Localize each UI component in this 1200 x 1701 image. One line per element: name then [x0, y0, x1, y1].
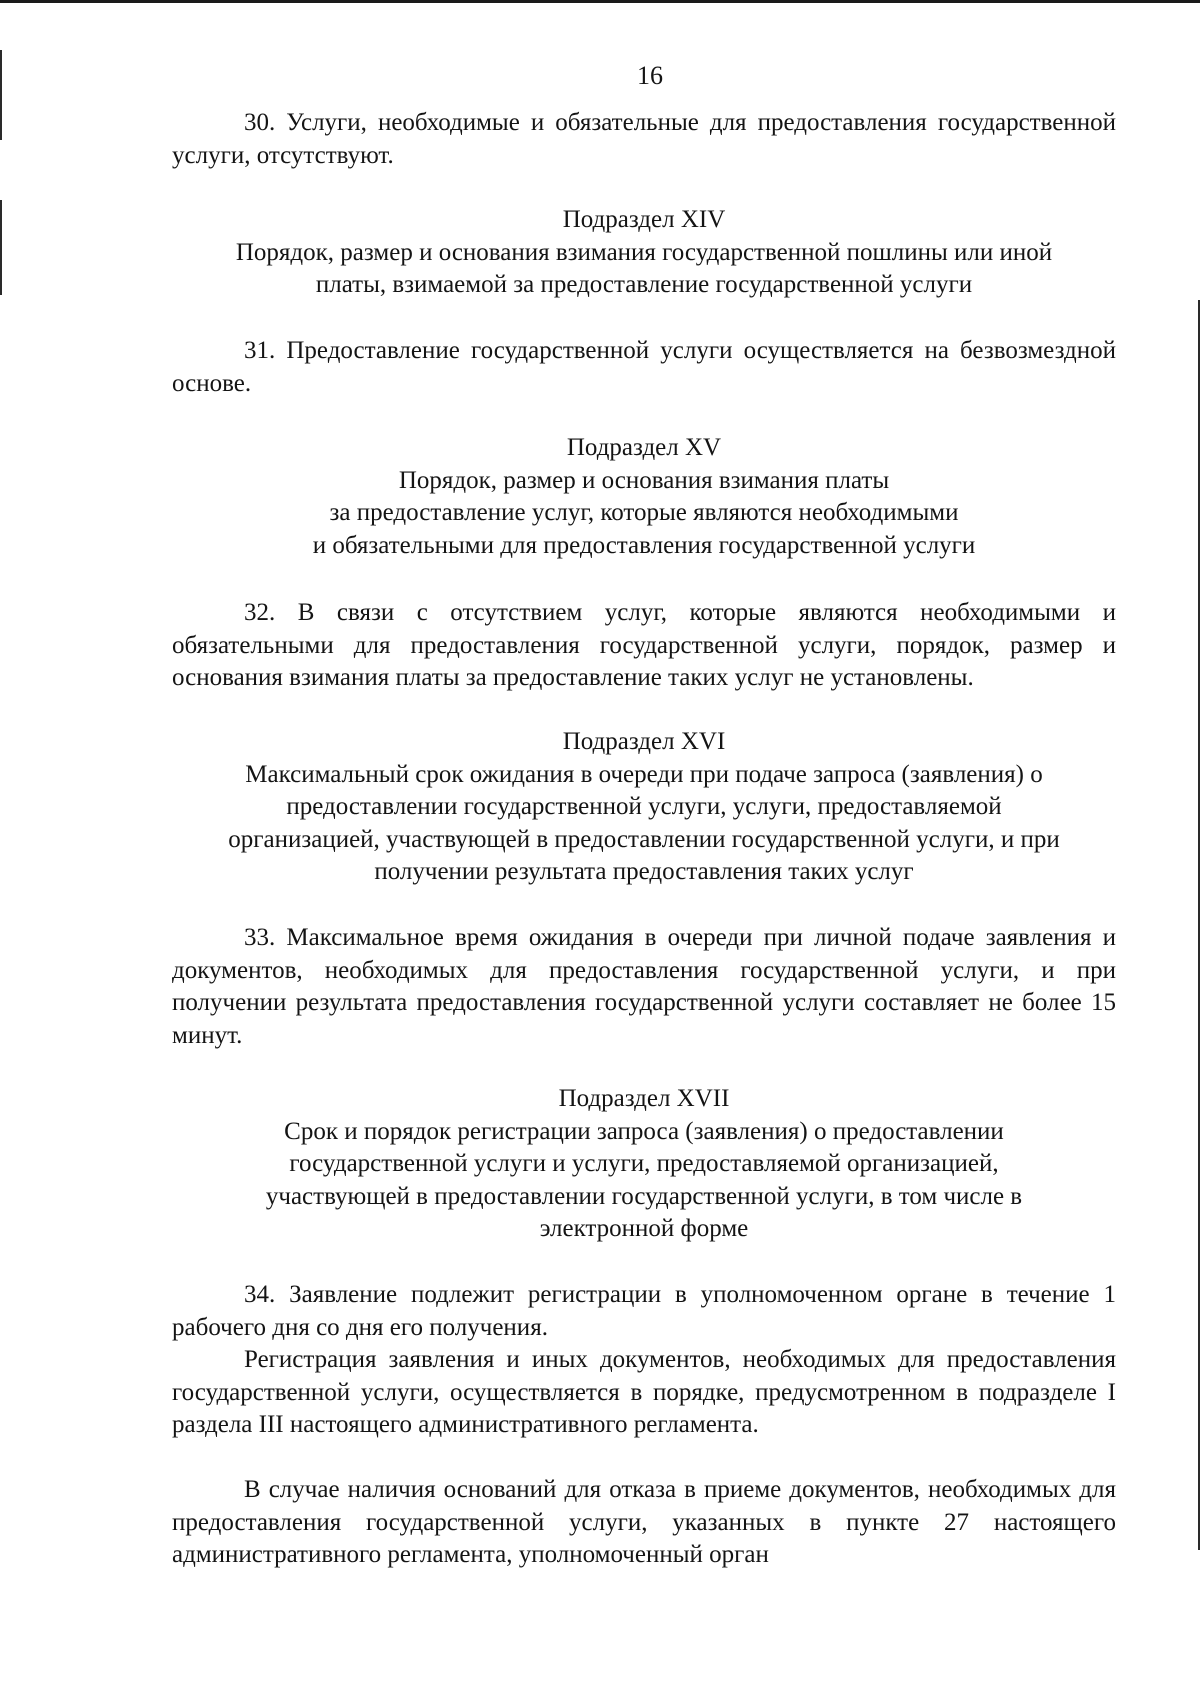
subsection-14-heading — [172, 204, 1116, 302]
subsection-14-line-2: платы, взимаемой за предоставление государственной услуги — [315, 271, 973, 298]
subsection-17-line-1: Срок и порядок регистрации запроса (заявления) о предоставлении — [284, 1117, 1004, 1145]
subsection-17-line-3: участвующей в предоставлении государственной услуги, в том числе в — [265, 1182, 1023, 1210]
subsection-15-line-1: Порядок, размер и основания взимания платы — [398, 466, 890, 494]
subsection-16-line-3: организацией, участвующей в предоставлении государственной услуги, и при — [228, 825, 1060, 853]
subsection-15-line-2: за предоставление услуг, которые являются необходимыми — [329, 499, 959, 526]
subsection-17-heading — [172, 1083, 1116, 1246]
paragraph-34: 34. Заявление подлежит регистрации в уполномоченном органе в течение 1 рабочего дня со дня его получения. — [172, 1281, 1116, 1341]
subsection-16-line-1: Максимальный срок ожидания в очереди при подаче запроса (заявления) о — [245, 760, 1043, 788]
subsection-17-title: Подраздел XVII — [558, 1085, 730, 1112]
subsection-17-line-2: государственной услуги и услуги, предоставляемой организацией, — [289, 1150, 999, 1177]
paragraph-33: 33. Максимальное время ожидания в очереди при личной подаче заявления и документов, необходимых для предоставления государственной услуги, и при получении результата предоставления государственной услуги составляет не более 15 минут. — [172, 924, 1116, 1049]
subsection-15-heading — [172, 432, 1116, 562]
paragraph-32: 32. В связи с отсутствием услуг, которые являются необходимыми и обязательными для предоставления государственной услуги, порядок, размер и основания взимания платы за предоставление таких услуг не установлены. — [172, 599, 1116, 691]
page-top-border — [0, 0, 1200, 3]
subsection-14-title: Подраздел XIV — [562, 206, 726, 233]
subsection-17-line-4: электронной форме — [539, 1215, 749, 1242]
subsection-16-line-2: предоставлении государственной услуги, услуги, предоставляемой — [286, 793, 1002, 820]
subsection-14-line-1: Порядок, размер и основания взимания государственной пошлины или иной — [235, 238, 1053, 266]
paragraph-34-registration: Регистрация заявления и иных документов, необходимых для предоставления государственной услуги, осуществляется в порядке, предусмотренном в подразделе I раздела III настоящего административного регламента. — [172, 1346, 1116, 1438]
subsection-16-line-4: получении результата предоставления таких услуг — [374, 858, 914, 885]
subsection-15-title: Подраздел XV — [566, 434, 722, 461]
paragraph-34-refusal: В случае наличия оснований для отказа в приеме документов, необходимых для предоставления государственной услуги, указанных в пункте 27 настоящего административного регламента, уполномоченный орган — [172, 1476, 1116, 1568]
paragraph-30: 30. Услуги, необходимые и обязательные для предоставления государственной услуги, отсутствуют. — [172, 109, 1116, 169]
paragraph-31: 31. Предоставление государственной услуги осуществляется на безвозмездной основе. — [172, 337, 1116, 397]
subsection-16-title: Подраздел XVI — [562, 728, 726, 755]
subsection-16-heading — [172, 726, 1116, 889]
page-number: 16 — [637, 61, 663, 90]
subsection-15-line-3: и обязательными для предоставления государственной услуги — [312, 531, 976, 559]
left-scan-edge-middle — [0, 200, 2, 295]
